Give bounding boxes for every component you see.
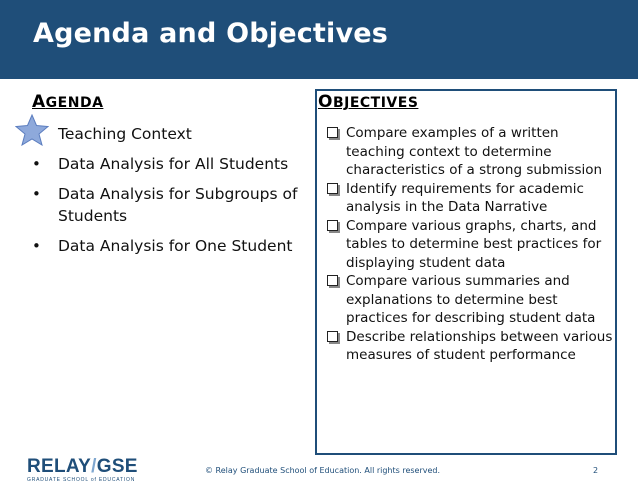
objective-text: Identify requirements for academic analysis in the Data Narrative [346,180,584,215]
title-bar [0,0,638,79]
objective-item [325,272,613,328]
objective-text: Compare various summaries and explanations to determine best practices for describing student data [346,273,596,326]
objective-text: Compare various graphs, charts, and tables to determine best practices for displaying student data [346,217,602,271]
agenda-item [30,183,315,227]
logo-subtitle: GRADUATE SCHOOL of EDUCATION [27,477,136,483]
bullet-icon: • [32,155,41,173]
agenda-heading [32,92,103,112]
bullet-icon: • [32,237,41,255]
objective-item [325,180,613,217]
objective-item [325,217,613,273]
agenda-list [30,123,315,265]
agenda-item-label: Teaching Context [58,125,192,143]
checkbox-bullet-icon [327,220,338,231]
logo-wordmark: RELAY/GSE [27,456,138,477]
agenda-item-current [30,123,315,145]
agenda-item-label: Data Analysis for All Students [58,155,289,173]
slide-title: Agenda and Objectives [33,18,389,49]
agenda-item [30,235,315,257]
agenda-heading-initial: A [32,92,46,112]
relay-gse-logo [27,457,138,483]
checkbox-bullet-icon [327,331,338,342]
objective-item [325,328,613,365]
objectives-heading-initial: O [318,92,333,112]
bullet-icon: • [32,185,41,203]
page-number: 2 [593,466,599,475]
checkbox-bullet-icon [327,127,338,138]
objective-text: Compare examples of a written teaching context to determine characteristics of a strong submission [346,125,603,178]
checkbox-bullet-icon [327,183,338,194]
agenda-heading-rest: GENDA [45,95,104,111]
agenda-item [30,153,315,175]
checkbox-bullet-icon [327,275,338,286]
agenda-item-label: Data Analysis for Subgroups of Students [58,185,298,225]
objective-text: Describe relationships between various measures of student performance [346,328,613,363]
objectives-list [325,124,613,365]
star-icon [15,114,49,146]
objective-item [325,124,613,180]
copyright-notice: © Relay Graduate School of Education. All rights reserved. [205,466,441,475]
agenda-item-label: Data Analysis for One Student [58,237,293,255]
objectives-heading [318,92,418,112]
objectives-heading-rest: BJECTIVES [332,95,419,111]
